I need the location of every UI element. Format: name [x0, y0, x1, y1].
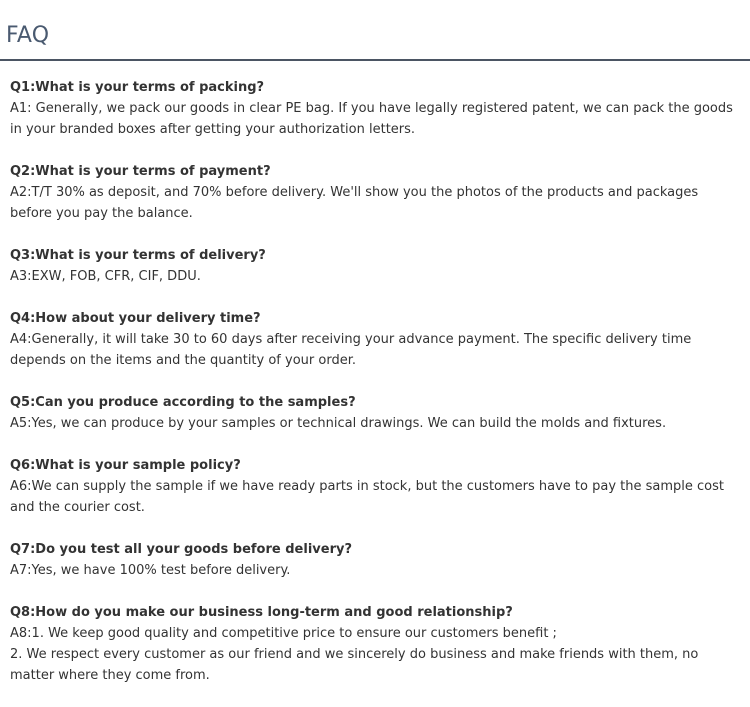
faq-question: Q5:Can you produce according to the samples?: [10, 395, 356, 410]
faq-answer: A8:1. We keep good quality and competitive price to ensure our customers benefit ; 2. We respect every customer as our friend and we sincerely do business and make friends with them, no matter where they come from.: [10, 626, 699, 683]
faq-question: Q2:What is your terms of payment?: [10, 164, 271, 179]
title-divider: [0, 59, 750, 61]
faq-question: Q8:How do you make our business long-term and good relationship?: [10, 605, 513, 620]
faq-answer: A4:Generally, it will take 30 to 60 days after receiving your advance payment. The specific delivery time depends on the items and the quantity of your order.: [10, 332, 692, 368]
faq-list: [10, 77, 745, 707]
faq-item-1: [10, 77, 745, 140]
faq-item-8: [10, 602, 745, 686]
faq-item-5: [10, 392, 745, 434]
faq-answer: A1: Generally, we pack our goods in clear PE bag. If you have legally registered patent, we can pack the goods in your branded boxes after getting your authorization letters.: [10, 101, 733, 137]
faq-header: [0, 0, 750, 62]
faq-answer: A3:EXW, FOB, CFR, CIF, DDU.: [10, 269, 201, 284]
page-title: FAQ: [6, 23, 50, 48]
faq-question: Q3:What is your terms of delivery?: [10, 248, 266, 263]
faq-question: Q1:What is your terms of packing?: [10, 80, 265, 95]
faq-item-6: [10, 455, 745, 518]
faq-question: Q7:Do you test all your goods before delivery?: [10, 542, 352, 557]
faq-answer: A6:We can supply the sample if we have ready parts in stock, but the customers have to pay the sample cost and the courier cost.: [10, 479, 724, 515]
faq-item-2: [10, 161, 745, 224]
faq-item-4: [10, 308, 745, 371]
faq-question: Q6:What is your sample policy?: [10, 458, 241, 473]
faq-item-7: [10, 539, 745, 581]
faq-answer: A7:Yes, we have 100% test before delivery.: [10, 563, 291, 578]
faq-answer: A2:T/T 30% as deposit, and 70% before delivery. We'll show you the photos of the products and packages before you pay the balance.: [10, 185, 699, 221]
faq-item-3: [10, 245, 745, 287]
faq-answer: A5:Yes, we can produce by your samples or technical drawings. We can build the molds and fixtures.: [10, 416, 667, 431]
faq-question: Q4:How about your delivery time?: [10, 311, 261, 326]
